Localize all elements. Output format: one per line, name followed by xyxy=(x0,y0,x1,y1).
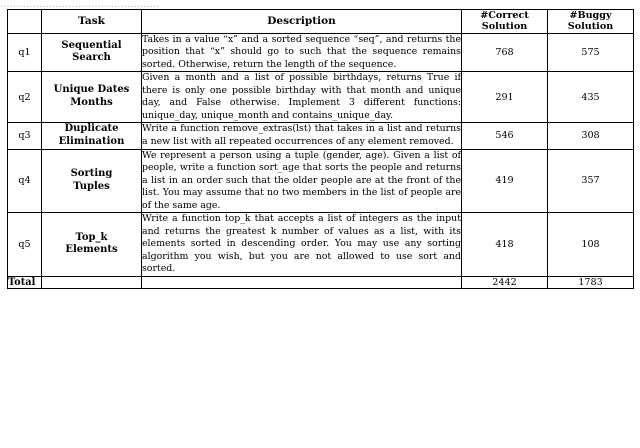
table-row xyxy=(8,149,634,213)
row-task-line2: Elements xyxy=(65,244,118,256)
header-buggy-solution xyxy=(548,10,634,34)
header-task: Task xyxy=(42,10,142,34)
row-task-line2: Tuples xyxy=(73,180,110,192)
row-task-line1: Sequential xyxy=(61,39,122,51)
row-buggy-count: 435 xyxy=(548,72,634,123)
header-buggy-line2: Solution xyxy=(567,21,614,33)
row-description: Given a month and a list of possible birthdays, returns True if there is only one possible birthday with that month and unique day, and False otherwise. Implement 3 different functions: unique_day, unique_month and contains_unique_day. xyxy=(142,72,461,121)
row-task-line1: Sorting xyxy=(70,168,113,180)
table-row xyxy=(8,213,634,277)
table-total-row xyxy=(8,276,634,288)
table-row xyxy=(8,123,634,150)
row-correct-count: 546 xyxy=(462,123,548,150)
total-label: Total xyxy=(8,276,42,288)
table-body xyxy=(8,33,634,288)
header-description: Description xyxy=(142,10,462,34)
row-correct-count: 768 xyxy=(462,33,548,72)
row-task xyxy=(42,123,142,150)
row-task-line2: Elimination xyxy=(58,135,125,147)
cut-off-header: ................................................. xyxy=(0,0,160,9)
row-task-line2: Search xyxy=(72,52,111,64)
table-header-row xyxy=(8,10,634,34)
row-task xyxy=(42,213,142,277)
row-id: q5 xyxy=(8,213,42,277)
header-correct-line2: Solution xyxy=(481,21,528,33)
header-id xyxy=(8,10,42,34)
row-id: q2 xyxy=(8,72,42,123)
header-correct-solution xyxy=(462,10,548,34)
row-description: Write a function remove_extras(lst) that takes in a list and returns a new list with all repeated occurrences of any element removed. xyxy=(142,123,462,150)
row-id: q4 xyxy=(8,149,42,213)
total-task-blank xyxy=(42,276,142,288)
row-task-line1: Duplicate xyxy=(64,123,119,135)
row-correct-count: 418 xyxy=(462,213,548,277)
row-task xyxy=(42,149,142,213)
benchmark-tasks-table xyxy=(7,9,634,289)
row-buggy-count: 108 xyxy=(548,213,634,277)
row-task-line1: Unique Dates xyxy=(53,84,130,96)
table-row xyxy=(8,33,634,72)
total-description-blank xyxy=(142,276,462,288)
header-correct-line1: #Correct xyxy=(480,10,529,21)
total-buggy-count: 1783 xyxy=(548,276,634,288)
row-buggy-count: 308 xyxy=(548,123,634,150)
row-buggy-count: 575 xyxy=(548,33,634,72)
table-row xyxy=(8,72,634,123)
row-id: q1 xyxy=(8,33,42,72)
row-id: q3 xyxy=(8,123,42,150)
row-task-line1: Top_k xyxy=(75,231,108,243)
row-correct-count: 291 xyxy=(462,72,548,123)
row-description: Takes in a value “x” and a sorted sequence “seq”, and returns the position that “x” should go to such that the sequence remains sorted. Otherwise, return the length of the sequence. xyxy=(142,33,461,70)
row-task-line2: Months xyxy=(70,97,113,109)
row-description: We represent a person using a tuple (gender, age). Given a list of people, write a function sort_age that sorts the people and returns a list in an order such that the older people are at the front of the list. You may assume that no two members in the list of people are of the same age. xyxy=(142,149,461,211)
row-task xyxy=(42,72,142,123)
row-buggy-count: 357 xyxy=(548,149,634,213)
row-correct-count: 419 xyxy=(462,149,548,213)
row-task xyxy=(42,33,142,72)
row-description: Write a function top_k that accepts a list of integers as the input and returns the greatest k number of values as a list, with its elements sorted in descending order. You may use any sorting algorithm you wish, but you are not allowed to use sort and sorted. xyxy=(142,213,461,275)
header-buggy-line1: #Buggy xyxy=(569,10,612,21)
table-header xyxy=(8,10,634,34)
total-correct-count: 2442 xyxy=(462,276,548,288)
